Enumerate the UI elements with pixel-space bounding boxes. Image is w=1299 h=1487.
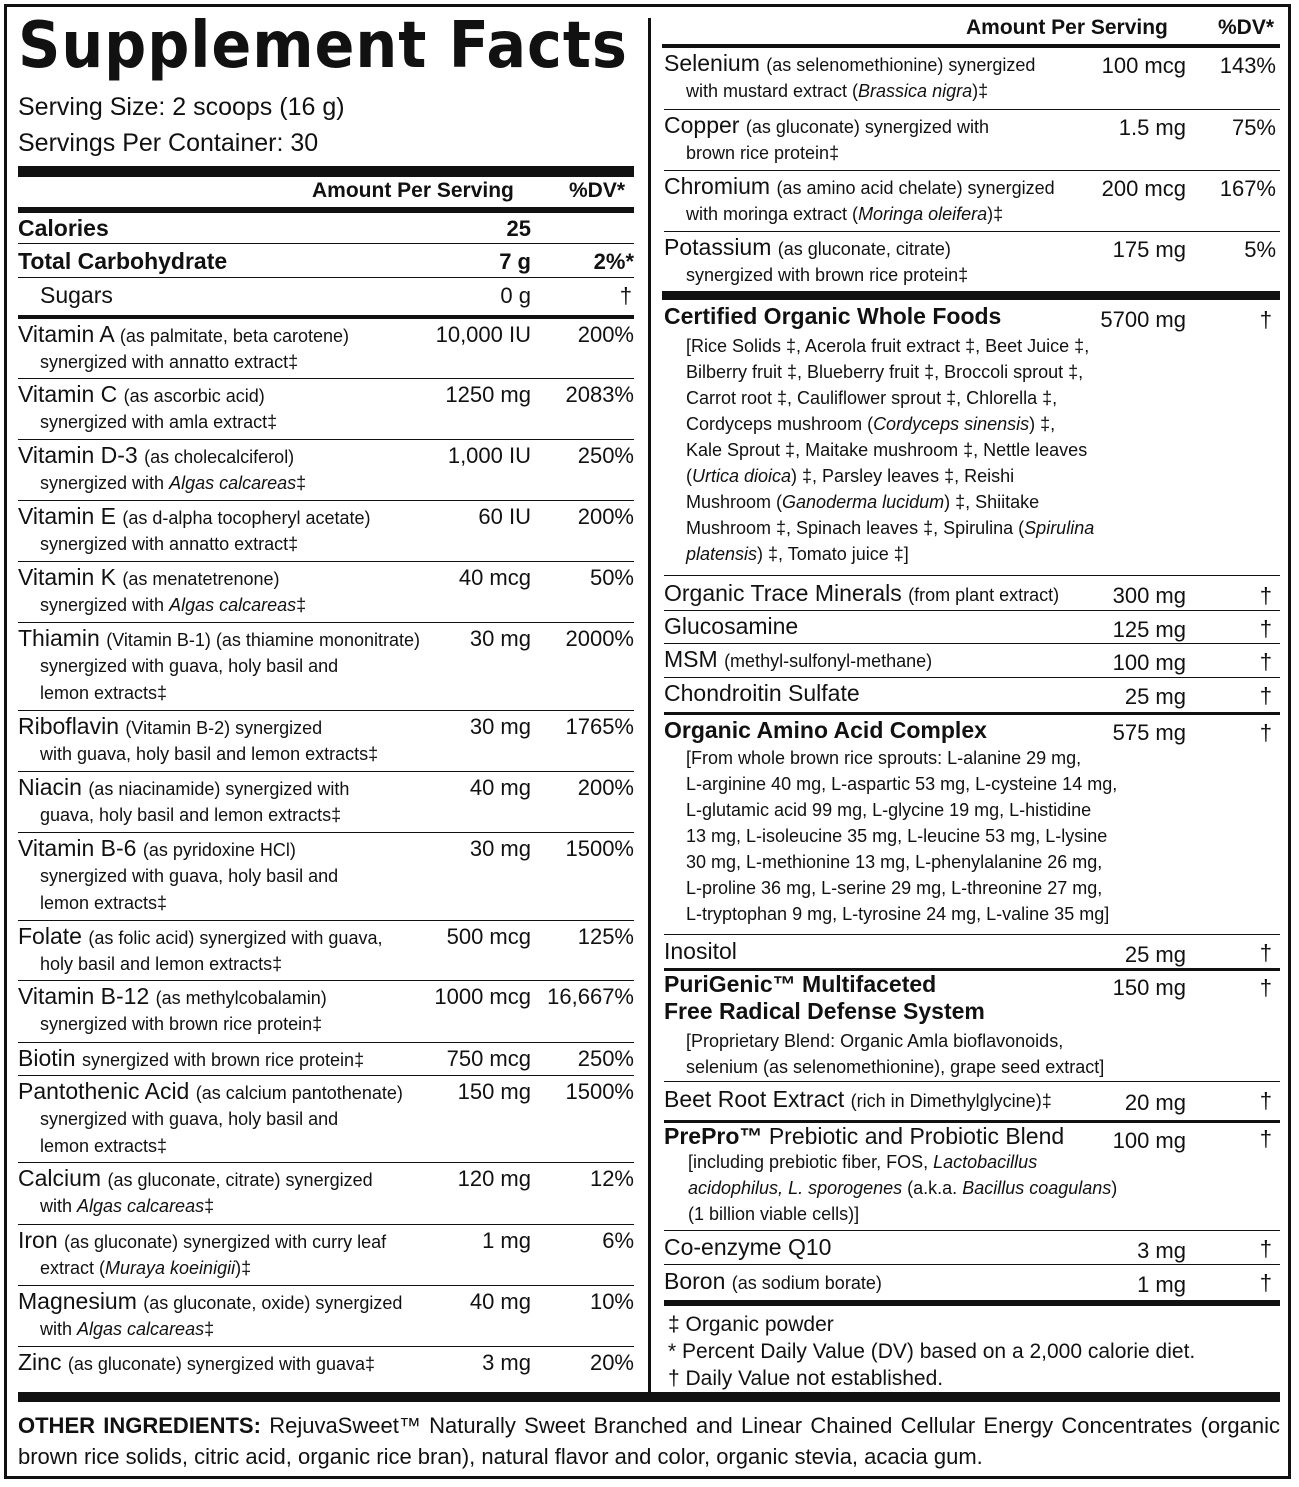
nutrient-amount: 5700 mg: [1100, 307, 1186, 332]
row-chromium: [664, 171, 1280, 232]
row-amino-acid-complex: [664, 715, 1280, 935]
row-vitamin-c: [18, 379, 634, 440]
nutrient-qualifier: (as calcium pantothenate): [195, 1083, 403, 1103]
row-calcium: [18, 1163, 634, 1225]
nutrient-qualifier: (as sodium borate): [731, 1273, 882, 1293]
nutrient-name-line2: Free Radical Defense System: [664, 998, 985, 1024]
row-vitamin-k: [18, 562, 634, 623]
row-sugars: [18, 278, 634, 315]
nutrient-name: Iron: [18, 1227, 58, 1253]
other-ingredients-text: RejuvaSweet™ Naturally Sweet Branched and Linear Chained Cellular Energy Concentrates (organic brown rice solids, citric acid, organic rice bran), natural flavor and color, organic stevia, acacia gum.: [18, 1413, 1280, 1469]
footnote-percent-dv: * Percent Daily Value (DV) based on a 2,000 calorie diet.: [668, 1340, 1196, 1363]
nutrient-dv: 2%*: [593, 249, 634, 274]
nutrient-qualifier: (as cholecalciferol): [144, 447, 295, 467]
nutrient-qualifier: (methyl-sulfonyl-methane): [724, 651, 933, 671]
nutrient-qualifier: (as palmitate, beta carotene): [119, 326, 349, 346]
dv-header: %DV*: [569, 179, 626, 202]
thick-rule: [18, 1392, 1280, 1402]
nutrient-name: Vitamin B-6: [18, 835, 137, 861]
nutrient-amount: 0 g: [500, 283, 531, 308]
nutrient-name: Glucosamine: [664, 613, 799, 639]
nutrient-dv: 143%: [1219, 53, 1276, 78]
nutrient-qualifier: (as gluconate, oxide) synergized: [143, 1293, 403, 1313]
servings-per-container: Servings Per Container: 30: [18, 129, 319, 157]
nutrient-amount: 7 g: [499, 249, 531, 274]
nutrient-qualifier: (as selenomethionine) synergized: [766, 55, 1036, 75]
nutrient-name: Selenium: [664, 50, 760, 76]
nutrient-dv: †: [1259, 940, 1272, 965]
nutrient-dv: 5%: [1244, 237, 1276, 262]
nutrient-amount: 125 mg: [1112, 617, 1186, 642]
blend-ingredients: [Rice Solids ‡, Acerola fruit extract ‡, Beet Juice ‡, Bilberry fruit ‡, Blueberry fruit ‡, Broccoli sprout ‡, Carrot root ‡, Cauliflower sprout ‡, Chlorella ‡, Cordyceps mushroom (Cordyceps sinensis) ‡, Kale Sprout ‡, Maitake mushroom ‡, Nettle leaves (Urtica dioica) ‡, Parsley leaves ‡, Reishi Mushroom (Ganoderma lucidum) ‡, Shiitake Mushroom ‡, Spinach leaves ‡, Spirulina (Spirulina platensis) ‡, Tomato juice ‡]: [686, 336, 1095, 564]
nutrient-amount: 1.5 mg: [1118, 115, 1186, 140]
nutrient-detail: guava, holy basil and lemon extracts‡: [40, 805, 342, 825]
nutrient-name: Sugars: [40, 282, 113, 308]
nutrient-dv: 12%: [589, 1166, 634, 1191]
nutrient-dv: †: [1259, 683, 1272, 708]
nutrient-amount: 30 mg: [469, 626, 531, 651]
other-ingredients: [18, 1410, 1280, 1472]
nutrient-name: Vitamin B-12: [18, 983, 150, 1009]
nutrient-dv: 1500%: [565, 836, 634, 861]
nutrient-dv: 250%: [577, 1046, 634, 1071]
thick-rule: [664, 1300, 1280, 1306]
nutrient-detail: with mustard extract (Brassica nigra)‡: [686, 81, 989, 101]
nutrient-name: Calories: [18, 215, 109, 241]
row-selenium: [664, 48, 1280, 110]
nutrient-amount: 100 mcg: [1101, 53, 1186, 78]
row-niacin: [18, 772, 634, 833]
nutrient-amount: 30 mg: [469, 836, 531, 861]
nutrient-qualifier: (as gluconate) synergized with curry leaf: [64, 1232, 387, 1252]
nutrient-dv: 125%: [577, 924, 634, 949]
nutrient-dv: 1500%: [565, 1079, 634, 1104]
nutrient-name: Thiamin: [18, 625, 100, 651]
nutrient-name: PrePro™ Prebiotic and Probiotic Blend: [664, 1123, 1065, 1149]
nutrient-detail: with Algas calcareas‡: [40, 1196, 215, 1216]
nutrient-name: Boron: [664, 1268, 726, 1294]
nutrient-name: Potassium: [664, 234, 772, 260]
nutrient-dv: †: [1259, 307, 1272, 332]
page-title: Supplement Facts: [18, 9, 628, 83]
nutrient-amount: 575 mg: [1112, 720, 1186, 745]
nutrient-name: Copper: [664, 112, 740, 138]
nutrient-amount: 175 mg: [1112, 237, 1186, 262]
nutrient-dv: 50%: [589, 565, 634, 590]
nutrient-amount: 1000 mcg: [434, 984, 531, 1009]
nutrient-name: Inositol: [664, 938, 737, 964]
nutrient-qualifier: (as methylcobalamin): [155, 988, 327, 1008]
nutrient-amount: 25 mg: [1124, 684, 1186, 709]
nutrient-name: PuriGenic™ Multifaceted: [664, 971, 937, 997]
row-potassium: [664, 232, 1280, 291]
row-pantothenic-acid: [18, 1076, 634, 1163]
nutrient-amount: 60 IU: [478, 504, 531, 529]
nutrient-amount: 40 mg: [469, 775, 531, 800]
thick-rule: [662, 291, 1280, 300]
nutrient-detail: synergized with annatto extract‡: [40, 534, 299, 554]
nutrient-name: Organic Trace Minerals: [664, 580, 902, 606]
nutrient-qualifier: (as d-alpha tocopheryl acetate): [122, 508, 371, 528]
nutrient-name: Niacin: [18, 774, 82, 800]
nutrient-dv: 75%: [1231, 115, 1276, 140]
nutrient-dv: †: [1259, 1126, 1272, 1151]
nutrient-name: Beet Root Extract: [664, 1086, 845, 1112]
nutrient-dv: †: [1259, 1270, 1272, 1295]
nutrient-dv: †: [1259, 1236, 1272, 1261]
nutrient-amount: 100 mg: [1112, 1128, 1186, 1153]
row-vitamin-b6: [18, 833, 634, 921]
nutrient-name: Certified Organic Whole Foods: [664, 303, 1002, 329]
row-zinc: [18, 1347, 634, 1383]
nutrient-name: Vitamin E: [18, 503, 117, 529]
nutrient-detail: synergized with annatto extract‡: [40, 352, 299, 372]
nutrient-qualifier: (Vitamin B-2) synergized: [125, 718, 323, 738]
row-boron: [664, 1265, 1280, 1300]
nutrient-detail: synergized with brown rice protein‡: [40, 1014, 323, 1034]
nutrient-qualifier: (rich in Dimethylglycine)‡: [850, 1091, 1052, 1111]
nutrient-dv: 2083%: [565, 382, 634, 407]
row-vitamin-d3: [18, 440, 634, 501]
row-inositol: [664, 935, 1280, 968]
nutrient-name: Vitamin K: [18, 564, 117, 590]
nutrient-amount: 150 mg: [1112, 975, 1186, 1000]
nutrient-name: Folate: [18, 923, 82, 949]
nutrient-amount: 500 mcg: [446, 924, 531, 949]
nutrient-name: Vitamin D-3: [18, 442, 138, 468]
blend-ingredients: [Proprietary Blend: Organic Amla bioflavonoids, selenium (as selenomethionine), grape seed extract]: [686, 1031, 1105, 1077]
nutrient-amount: 20 mg: [1124, 1090, 1186, 1115]
row-glucosamine: [664, 611, 1280, 644]
nutrient-amount: 40 mg: [469, 1289, 531, 1314]
serving-size: Serving Size: 2 scoops (16 g): [18, 93, 345, 121]
nutrient-name: Chromium: [664, 173, 771, 199]
nutrient-detail: lemon extracts‡: [40, 683, 168, 703]
nutrient-amount: 25 mg: [1124, 942, 1186, 967]
amount-header-right: Amount Per Serving: [966, 16, 1168, 39]
nutrient-name: Biotin: [18, 1045, 76, 1071]
row-chondroitin: [664, 678, 1280, 712]
row-folate: [18, 921, 634, 981]
nutrient-dv: †: [1259, 975, 1272, 1000]
nutrient-name: Vitamin A: [18, 321, 114, 347]
nutrient-amount: 100 mg: [1112, 650, 1186, 675]
nutrient-detail: synergized with Algas calcareas‡: [40, 473, 307, 493]
row-riboflavin: [18, 711, 634, 772]
nutrient-amount: 10,000 IU: [435, 322, 531, 347]
row-trace-minerals: [664, 576, 1280, 611]
nutrient-detail: synergized with amla extract‡: [40, 412, 278, 432]
nutrient-dv: 10%: [589, 1289, 634, 1314]
nutrient-dv: 167%: [1219, 176, 1276, 201]
nutrient-amount: 25: [506, 216, 531, 241]
nutrient-name: Calcium: [18, 1165, 102, 1191]
nutrient-dv: †: [1259, 583, 1272, 608]
row-whole-foods: [664, 300, 1280, 576]
nutrient-detail: lemon extracts‡: [40, 1136, 168, 1156]
nutrient-detail: synergized with Algas calcareas‡: [40, 595, 307, 615]
nutrient-dv: 200%: [577, 504, 634, 529]
nutrient-detail: with Algas calcareas‡: [40, 1319, 215, 1339]
nutrient-qualifier: (from plant extract): [908, 585, 1060, 605]
nutrient-amount: 3 mg: [482, 1350, 531, 1375]
blend-ingredients: [including prebiotic fiber, FOS, Lactobacillus acidophilus, L. sporogenes (a.k.a. Bacillus coagulans) (1 billion viable cells)]: [688, 1152, 1118, 1224]
row-magnesium: [18, 1286, 634, 1347]
nutrient-amount: 1,000 IU: [447, 443, 531, 468]
row-vitamin-b12: [18, 981, 634, 1043]
nutrient-dv: †: [619, 283, 632, 308]
nutrient-amount: 200 mcg: [1101, 176, 1186, 201]
row-iron: [18, 1225, 634, 1286]
thick-rule: [18, 166, 634, 177]
nutrient-name: Co-enzyme Q10: [664, 1234, 832, 1260]
nutrient-qualifier: (as niacinamide) synergized with: [88, 779, 350, 799]
nutrient-qualifier: (as gluconate) synergized with: [745, 117, 989, 137]
nutrient-detail: synergized with guava, holy basil and: [40, 656, 339, 676]
row-msm: [664, 644, 1280, 678]
nutrient-detail: with guava, holy basil and lemon extracts‡: [40, 744, 379, 764]
nutrient-detail: brown rice protein‡: [686, 143, 840, 163]
nutrient-detail: extract (Muraya koeinigii)‡: [40, 1258, 252, 1278]
nutrient-dv: 1765%: [565, 714, 634, 739]
row-purigenic: [664, 971, 1280, 1082]
nutrient-amount: 300 mg: [1112, 583, 1186, 608]
footnote-dv-not-established: † Daily Value not established.: [668, 1367, 944, 1390]
nutrient-dv: †: [1259, 649, 1272, 674]
nutrient-amount: 120 mg: [457, 1166, 531, 1191]
nutrient-name: MSM: [664, 646, 718, 672]
nutrient-dv: †: [1259, 616, 1272, 641]
nutrient-dv: 200%: [577, 322, 634, 347]
footnote-organic: ‡ Organic powder: [668, 1313, 834, 1336]
row-vitamin-e: [18, 501, 634, 562]
nutrient-amount: 750 mcg: [446, 1046, 531, 1071]
nutrient-name: Organic Amino Acid Complex: [664, 717, 987, 743]
nutrient-dv: †: [1259, 720, 1272, 745]
dv-header-right: %DV*: [1218, 16, 1275, 39]
nutrient-amount: 1250 mg: [445, 382, 531, 407]
nutrient-detail: holy basil and lemon extracts‡: [40, 954, 283, 974]
row-biotin: [18, 1043, 634, 1076]
nutrient-name: Magnesium: [18, 1288, 137, 1314]
nutrient-qualifier: (as gluconate, citrate) synergized: [107, 1170, 373, 1190]
nutrient-dv: 16,667%: [547, 984, 634, 1009]
nutrient-dv: †: [1259, 1088, 1272, 1113]
nutrient-qualifier: (as gluconate) synergized with guava‡: [67, 1354, 376, 1374]
nutrient-amount: 1 mg: [482, 1228, 531, 1253]
nutrient-qualifier: (as amino acid chelate) synergized: [776, 178, 1055, 198]
row-vitamin-a: [18, 319, 634, 379]
nutrient-dv: 6%: [602, 1228, 634, 1253]
nutrient-qualifier: (as ascorbic acid): [123, 386, 265, 406]
row-beet-root: [664, 1082, 1280, 1120]
row-thiamin: [18, 623, 634, 711]
nutrient-name: Total Carbohydrate: [18, 248, 228, 274]
nutrient-qualifier: (as gluconate, citrate): [777, 239, 951, 259]
nutrient-amount: 1 mg: [1137, 1272, 1186, 1297]
row-coenzyme-q10: [664, 1231, 1280, 1265]
nutrient-qualifier: (as menatetrenone): [122, 569, 280, 589]
nutrient-detail: synergized with guava, holy basil and: [40, 1109, 339, 1129]
nutrient-dv: 2000%: [565, 626, 634, 651]
nutrient-dv: 20%: [589, 1350, 634, 1375]
row-copper: [664, 110, 1280, 171]
amount-header: Amount Per Serving: [312, 179, 514, 202]
nutrient-name: Chondroitin Sulfate: [664, 680, 860, 706]
nutrient-amount: 40 mcg: [458, 565, 531, 590]
nutrient-detail: lemon extracts‡: [40, 893, 168, 913]
blend-ingredients: [From whole brown rice sprouts: L-alanine 29 mg, L-arginine 40 mg, L-aspartic 53 mg, L-cysteine 14 mg, L-glutamic acid 99 mg, L-glycine 19 mg, L-histidine 13 mg, L-isoleucine 35 mg, L-leucine 53 mg, L-lysine 30 mg, L-methionine 13 mg, L-phenylalanine 26 mg, L-proline 36 mg, L-serine 29 mg, L-threonine 27 mg, L-tryptophan 9 mg, L-tyrosine 24 mg, L-valine 35 mg]: [686, 748, 1118, 924]
nutrient-name: Riboflavin: [18, 713, 119, 739]
nutrient-detail: with moringa extract (Moringa oleifera)‡: [686, 204, 1004, 224]
row-total-carbohydrate: [18, 244, 634, 278]
row-calories: [18, 213, 634, 244]
nutrient-dv: 200%: [577, 775, 634, 800]
nutrient-amount: 150 mg: [457, 1079, 531, 1104]
nutrient-amount: 30 mg: [469, 714, 531, 739]
nutrient-dv: 250%: [577, 443, 634, 468]
nutrient-name: Zinc: [18, 1349, 62, 1375]
nutrient-qualifier: (Vitamin B-1) (as thiamine mononitrate): [106, 630, 420, 650]
nutrient-qualifier: (as folic acid) synergized with guava,: [88, 928, 383, 948]
nutrient-name: Pantothenic Acid: [18, 1078, 190, 1104]
nutrient-name: Vitamin C: [18, 381, 118, 407]
nutrient-qualifier: synergized with brown rice protein‡: [81, 1050, 365, 1070]
other-ingredients-label: OTHER INGREDIENTS:: [18, 1413, 261, 1438]
row-prepro: [664, 1123, 1280, 1231]
nutrient-qualifier: (as pyridoxine HCl): [142, 840, 296, 860]
nutrient-detail: synergized with guava, holy basil and: [40, 866, 339, 886]
column-divider: [648, 18, 651, 1392]
nutrient-detail: synergized with brown rice protein‡: [686, 265, 969, 285]
nutrient-amount: 3 mg: [1137, 1238, 1186, 1263]
